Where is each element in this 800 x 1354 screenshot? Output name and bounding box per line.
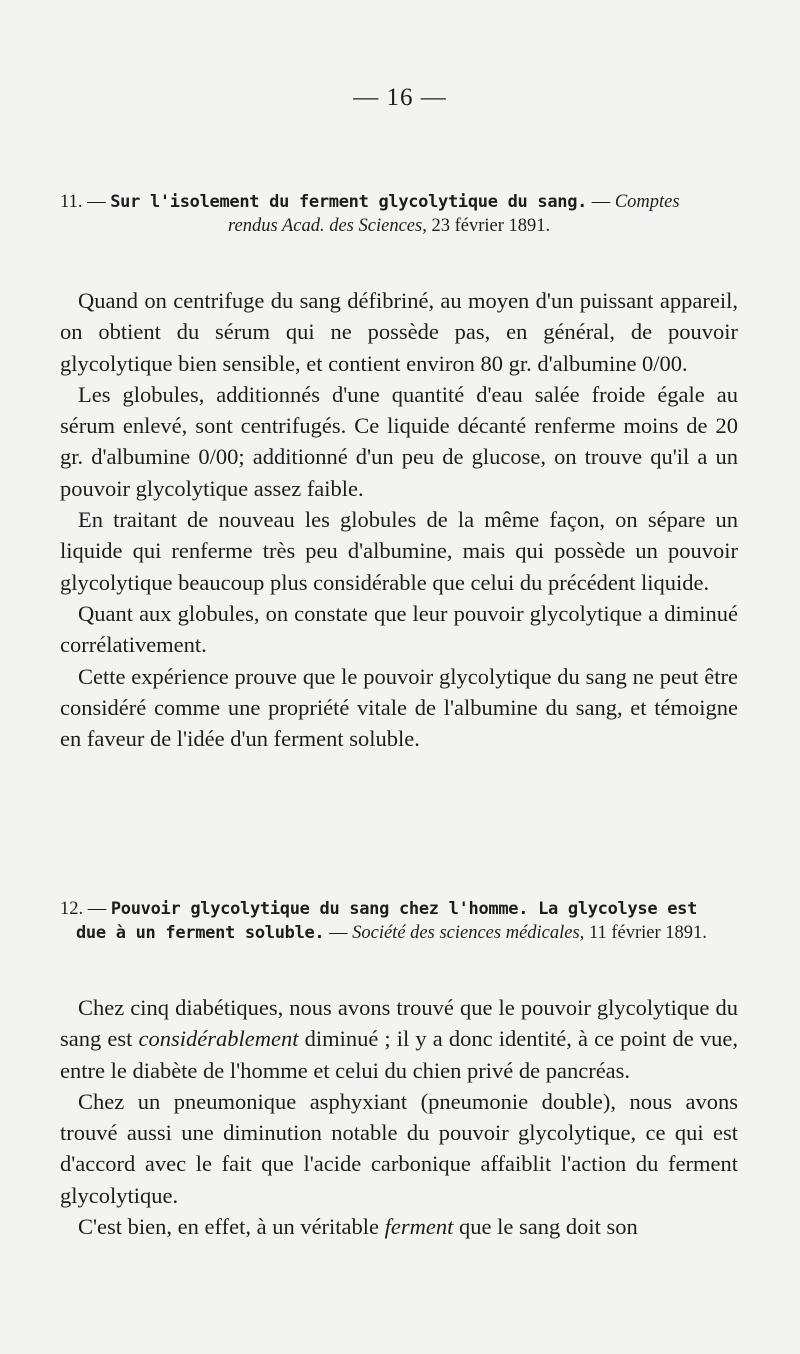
entry-11-source-part2: rendus Acad. des Sciences, [228,216,427,236]
entry-11-paragraph: Quant aux globules, on constate que leur pouvoir glycolytique a diminué corrélativement. [60,600,738,658]
entry-11-body [60,285,738,754]
entry-12-body [60,992,738,1242]
entry-12-title-part2: due à un ferment soluble. [76,923,325,943]
entry-11-date: 23 février 1891. [431,216,551,236]
entry-11-title: Sur l'isolement du ferment glycolytique du sang. [110,192,588,212]
entry-11-paragraph: En traitant de nouveau les globules de la même façon, on sépare un liquide qui renferme très peu d'albumine, mais qui possède un pouvoir glycolytique beaucoup plus considérable que celui du précédent liquide. [60,507,738,595]
entry-12-date: 11 février 1891. [588,923,707,943]
emphasis-considerablement: considérablement [138,1026,299,1052]
entry-12-heading [60,897,740,945]
entry-12-number: 12. — [60,899,107,919]
entry-11-source-part1: Comptes [614,192,680,212]
entry-12-title-part1: Pouvoir glycolytique du sang chez l'homme. La glycolyse est [110,899,698,919]
entry-12-paragraph-1: Chez cinq diabétiques, nous avons trouvé que le pouvoir glycolytique du sang est considérablement diminué ; il y a donc identité, à ce point de vue, entre le diabète de l'homme et celui du chien privé de pancréas. [60,995,738,1083]
page-number: — 16 — [353,84,447,111]
entry-11-heading [60,190,740,238]
entry-12-paragraph-3: C'est bien, en effet, à un véritable ferment que le sang doit son [78,1214,638,1240]
entry-11-paragraph: Les globules, additionnés d'une quantité d'eau salée froide égale au sérum enlevé, sont centrifugés. Ce liquide décanté renferme moins de 20 gr. d'albumine 0/00; additionné d'un peu de glucose, on trouve qu'il a un pouvoir glycolytique assez faible. [60,381,738,501]
entry-11-paragraph: Cette expérience prouve que le pouvoir glycolytique du sang ne peut être considéré comme une propriété vitale de l'albumine du sang, et témoigne en faveur de l'idée d'un ferment soluble. [60,663,738,752]
entry-11-paragraph: Quand on centrifuge du sang défibriné, au moyen d'un puissant appareil, on obtient du sérum qui ne possède pas, en général, de pouvoir glycolytique bien sensible, et contient environ 80 gr. d'albumine 0/00. [60,288,738,376]
emphasis-ferment: ferment [384,1214,454,1240]
entry-11-number: 11. — [60,192,106,212]
entry-12-source: Société des sciences médicales, [352,923,585,943]
entry-11-dash: — [591,192,611,212]
entry-12-dash: — [329,923,348,943]
entry-12-paragraph-2: Chez un pneumonique asphyxiant (pneumonie double), nous avons trouvé aussi une diminution notable du pouvoir glycolytique, ce qui est d'accord avec le fait que l'acide carbonique affaiblit l'action du ferment glycolytique. [60,1088,738,1208]
